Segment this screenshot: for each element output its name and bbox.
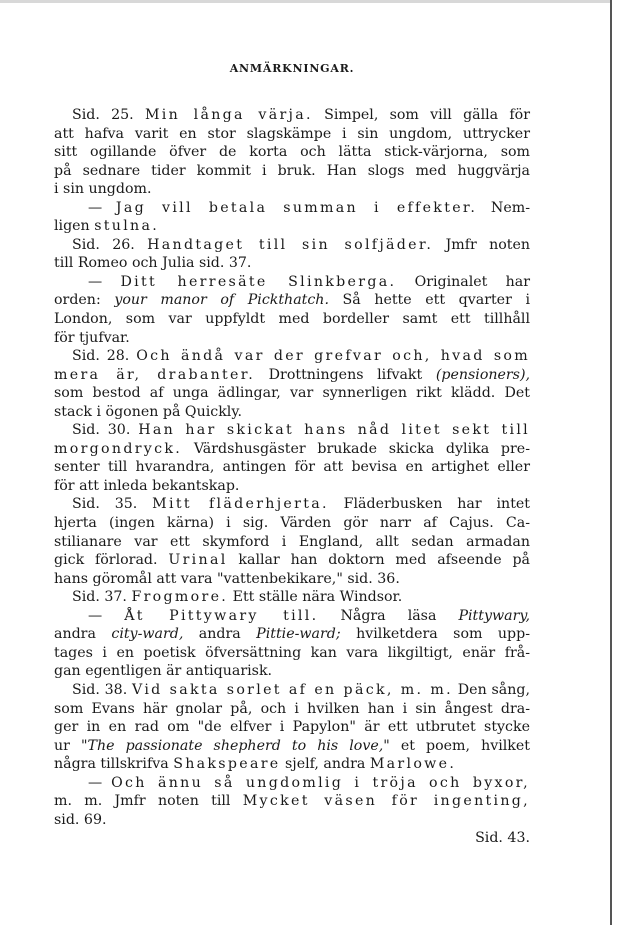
spaced-emphasis: Mitt fläderhjerta. <box>152 496 329 513</box>
spaced-emphasis: Han har skickat hans nåd litet sekt till <box>138 422 530 439</box>
text-line <box>54 310 530 329</box>
text-line <box>54 458 530 477</box>
text-segment: ligen <box>54 218 95 235</box>
spaced-emphasis: Mycket väsen för ingenting, <box>242 793 530 810</box>
text-segment: tages i en poetisk öfversättning kan vara likgiltigt, enär frå- <box>54 644 530 661</box>
text-segment: Sid. 38. <box>72 681 133 698</box>
text-segment: Ett ställe nära Windsor. <box>228 589 403 606</box>
text-segment: orden: <box>54 292 115 309</box>
text-segment: Sid. 30. <box>72 422 139 439</box>
text-segment: i sin ungdom. <box>54 181 152 198</box>
text-segment: sjelf, andra <box>280 756 370 773</box>
text-line <box>54 440 530 459</box>
text-line <box>54 737 530 756</box>
text-line <box>54 421 530 440</box>
text-line <box>54 403 530 422</box>
text-segment: et poem, hvilket <box>389 737 530 754</box>
italic-emphasis: city-ward, <box>111 626 184 643</box>
text-segment: Originalet har <box>396 273 531 290</box>
page-top-edge <box>0 0 612 3</box>
text-line <box>54 774 530 793</box>
text-segment: hjerta (ingen kärna) i sig. Värden gör narr af Cajus. Ca- <box>54 515 530 532</box>
text-line <box>54 495 530 514</box>
text-segment: Drottningens lifvakt <box>255 366 436 383</box>
text-segment: Några läsa <box>318 607 459 624</box>
text-line <box>54 700 530 719</box>
body-text <box>54 106 530 829</box>
spaced-emphasis: Min långa värja. <box>144 107 313 123</box>
text-segment: ur <box>54 737 81 754</box>
text-line <box>54 199 530 218</box>
text-line <box>54 366 530 385</box>
text-segment: — <box>88 273 121 290</box>
text-line <box>54 106 530 125</box>
spaced-emphasis: Urinal <box>168 552 228 569</box>
text-line <box>54 588 530 607</box>
text-segment: Sid. 28. <box>72 348 137 365</box>
text-segment: som Evans här gnolar på, och i hvilken han i sin ångest dra- <box>54 700 530 717</box>
page-content <box>54 62 530 848</box>
spaced-emphasis: Och ändå var der grefvar och, hvad som <box>136 348 530 365</box>
italic-emphasis: Pittywary, <box>458 607 530 624</box>
text-segment: hvilketdera som upp- <box>340 626 530 643</box>
page-right-edge <box>610 0 624 925</box>
text-line <box>54 607 530 626</box>
text-segment: Sid. 25. <box>72 107 145 123</box>
italic-emphasis: your manor of Pickthatch. <box>114 292 329 309</box>
spaced-emphasis: Vid sakta sorlet af en päck, m. m. <box>132 681 453 698</box>
text-segment: sitt ogillande öfver de korta och lätta stick-värjorna, som <box>54 144 530 161</box>
text-line <box>54 811 530 830</box>
text-segment: Värdshusgäster brukade skicka dylika pre- <box>182 440 530 457</box>
spaced-emphasis: morgondryck. <box>54 440 183 457</box>
text-segment: att hafva varit en stor slagskämpe i sin ungdom, uttrycker <box>54 125 530 142</box>
text-line <box>54 792 530 811</box>
text-segment: stilianare var ett skymford i England, allt sedan armadan <box>54 533 530 550</box>
text-segment: som bestod af unga ädlingar, var synnerligen rikt klädd. Det <box>54 385 530 402</box>
text-segment: sid. 69. <box>54 811 107 828</box>
text-line <box>54 291 530 310</box>
spaced-emphasis: Ditt herresäte Slinkberga. <box>120 273 397 290</box>
text-segment: på sednare tider kommit i bruk. Han slogs med huggvärja <box>54 162 530 179</box>
text-segment: stack i ögonen på Quickly. <box>54 403 242 420</box>
text-line <box>54 551 530 570</box>
text-segment: Den sång, <box>453 681 530 698</box>
italic-emphasis: "The passionate shepherd to his love," <box>81 737 390 754</box>
spaced-emphasis: Frogmore. <box>131 589 229 606</box>
text-segment: — <box>88 199 116 216</box>
text-line <box>54 217 530 236</box>
italic-emphasis: Pittie-ward; <box>256 626 341 643</box>
text-segment: kallar han doktorn med afseende på <box>227 552 530 569</box>
text-segment: London, som var uppfyldt med bordeller samt ett tillhåll <box>54 311 530 328</box>
text-segment: några tillskrifva <box>54 756 174 773</box>
text-segment: andra <box>183 626 257 643</box>
text-line <box>54 273 530 292</box>
spaced-emphasis: Marlowe. <box>369 756 457 773</box>
text-segment: Så hette ett qvarter i <box>328 292 530 309</box>
text-line <box>54 347 530 366</box>
spaced-emphasis: Shakspeare <box>173 756 281 773</box>
text-line <box>54 533 530 552</box>
text-line <box>54 681 530 700</box>
text-line <box>54 644 530 663</box>
text-segment: Sid. 37. <box>72 589 132 606</box>
text-line <box>54 180 530 199</box>
text-segment: för tjufvar. <box>54 329 130 346</box>
text-segment: — <box>88 774 112 791</box>
text-segment: m. m. Jmfr noten till <box>54 793 243 810</box>
running-header: ANMÄRKNINGAR. <box>229 62 355 75</box>
text-line <box>54 718 530 737</box>
text-segment: Fläderbusken har intet <box>328 496 530 513</box>
text-segment: för att inleda bekantskap. <box>54 477 240 494</box>
text-segment: Jmfr noten <box>433 236 531 253</box>
text-segment: gick förlorad. <box>54 552 169 569</box>
spaced-emphasis: Och ännu så ungdomlig i tröja och byxor, <box>111 774 530 791</box>
text-line <box>54 143 530 162</box>
text-line <box>54 254 530 273</box>
text-line <box>54 125 530 144</box>
catchword: Sid. 43. <box>475 830 530 847</box>
text-segment: till Romeo och Julia sid. 37. <box>54 255 252 272</box>
text-line <box>54 329 530 348</box>
spaced-emphasis: stulna. <box>94 218 160 235</box>
text-line <box>54 514 530 533</box>
text-line <box>54 662 530 681</box>
text-line <box>54 570 530 589</box>
text-line <box>54 755 530 774</box>
text-segment: Nem- <box>477 199 530 216</box>
text-segment: — <box>88 607 125 624</box>
text-segment: hans göromål att vara "vattenbekikare," sid. 36. <box>54 570 400 587</box>
text-segment: andra <box>54 626 112 643</box>
text-segment: senter till hvarandra, antingen för att bevisa en artighet eller <box>54 459 530 476</box>
text-segment: Simpel, som vill gälla för <box>312 107 530 123</box>
text-segment: gan egentligen är antiquarisk. <box>54 663 273 680</box>
spaced-emphasis: Jag vill betala summan i effekter. <box>115 199 478 216</box>
spaced-emphasis: Åt Pittywary till. <box>124 607 319 624</box>
text-line <box>54 625 530 644</box>
text-segment: Sid. 35. <box>72 496 153 513</box>
text-line <box>54 236 530 255</box>
italic-emphasis: (pensioners), <box>435 366 530 383</box>
spaced-emphasis: mera är, drabanter. <box>54 366 256 383</box>
spaced-emphasis: Handtaget till sin solfjäder. <box>147 236 434 253</box>
text-line <box>54 162 530 181</box>
text-line <box>54 384 530 403</box>
text-line <box>54 477 530 496</box>
text-segment: Sid. 26. <box>72 236 148 253</box>
text-segment: ger in en rad om "de elfver i Papylon" är ett utbrutet stycke <box>54 719 530 736</box>
